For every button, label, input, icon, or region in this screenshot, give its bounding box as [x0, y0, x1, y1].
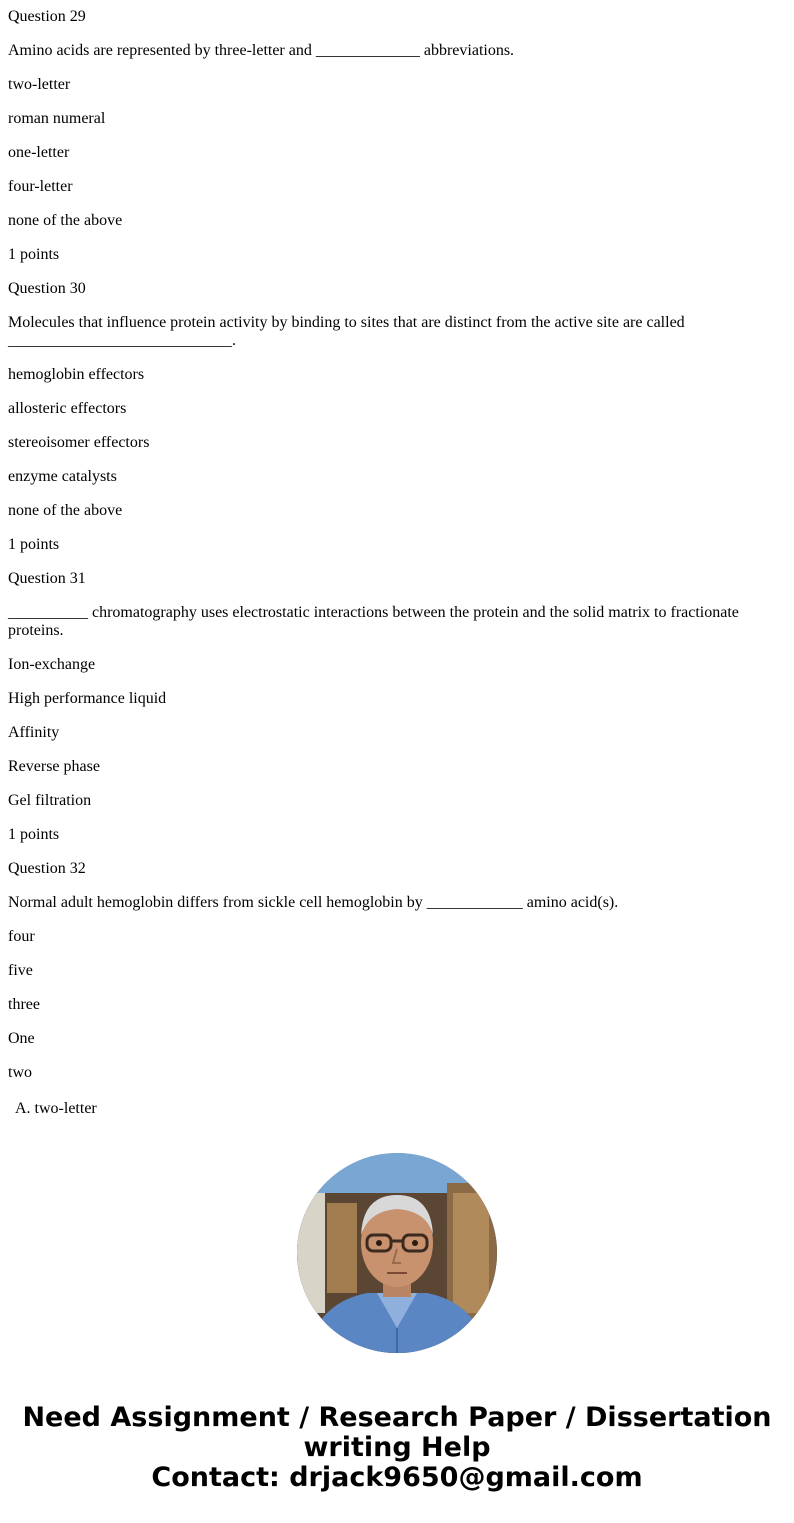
- question-31-points: 1 points: [8, 826, 60, 843]
- question-31-title: Question 31: [8, 570, 86, 587]
- question-30-text: Molecules that influence protein activity by binding to sites that are distinct from the active site are called ____________________________.: [8, 314, 685, 349]
- question-29-option-4: four-letter: [8, 178, 73, 195]
- question-30-title: Question 30: [8, 280, 86, 297]
- question-29-option-5: none of the above: [8, 212, 123, 229]
- question-32-title: Question 32: [8, 860, 86, 877]
- question-30-option-4: enzyme catalysts: [8, 468, 117, 485]
- question-31-option-3: Affinity: [8, 724, 60, 741]
- question-29-text: Amino acids are represented by three-letter and _____________ abbreviations.: [8, 42, 515, 59]
- question-29-option-3: one-letter: [8, 144, 70, 161]
- question-29-points: 1 points: [8, 246, 60, 263]
- question-32-option-1: four: [8, 928, 35, 945]
- question-31-option-1: Ion-exchange: [8, 656, 96, 673]
- footer-line-2: writing Help: [303, 1432, 491, 1463]
- question-32-option-3: three: [8, 996, 40, 1013]
- question-30-option-5: none of the above: [8, 502, 123, 519]
- question-29-option-2: roman numeral: [8, 110, 106, 127]
- question-31-text: __________ chromatography uses electrostatic interactions between the protein and the solid matrix to fractionate proteins.: [8, 604, 739, 639]
- question-31-option-2: High performance liquid: [8, 690, 167, 707]
- footer-contact: Contact: drjack9650@gmail.com: [151, 1462, 643, 1493]
- person-portrait-icon: [297, 1153, 497, 1353]
- question-30-points: 1 points: [8, 536, 60, 553]
- question-30-option-3: stereoisomer effectors: [8, 434, 150, 451]
- question-31-option-5: Gel filtration: [8, 792, 92, 809]
- footer-banner: [0, 1403, 794, 1493]
- question-30-option-2: allosteric effectors: [8, 400, 127, 417]
- avatar: [297, 1153, 497, 1353]
- answer-text: A. two-letter: [15, 1100, 97, 1117]
- question-32-option-2: five: [8, 962, 33, 979]
- question-30-option-1: hemoglobin effectors: [8, 366, 145, 383]
- question-32-option-4: One: [8, 1030, 35, 1047]
- question-32-option-5: two: [8, 1064, 32, 1081]
- question-29-option-1: two-letter: [8, 76, 71, 93]
- question-31-option-4: Reverse phase: [8, 758, 100, 775]
- question-32-text: Normal adult hemoglobin differs from sickle cell hemoglobin by ____________ amino acid(s).: [8, 894, 619, 911]
- question-29-title: Question 29: [8, 8, 86, 25]
- footer-line-1: Need Assignment / Research Paper / Dissertation: [22, 1402, 772, 1433]
